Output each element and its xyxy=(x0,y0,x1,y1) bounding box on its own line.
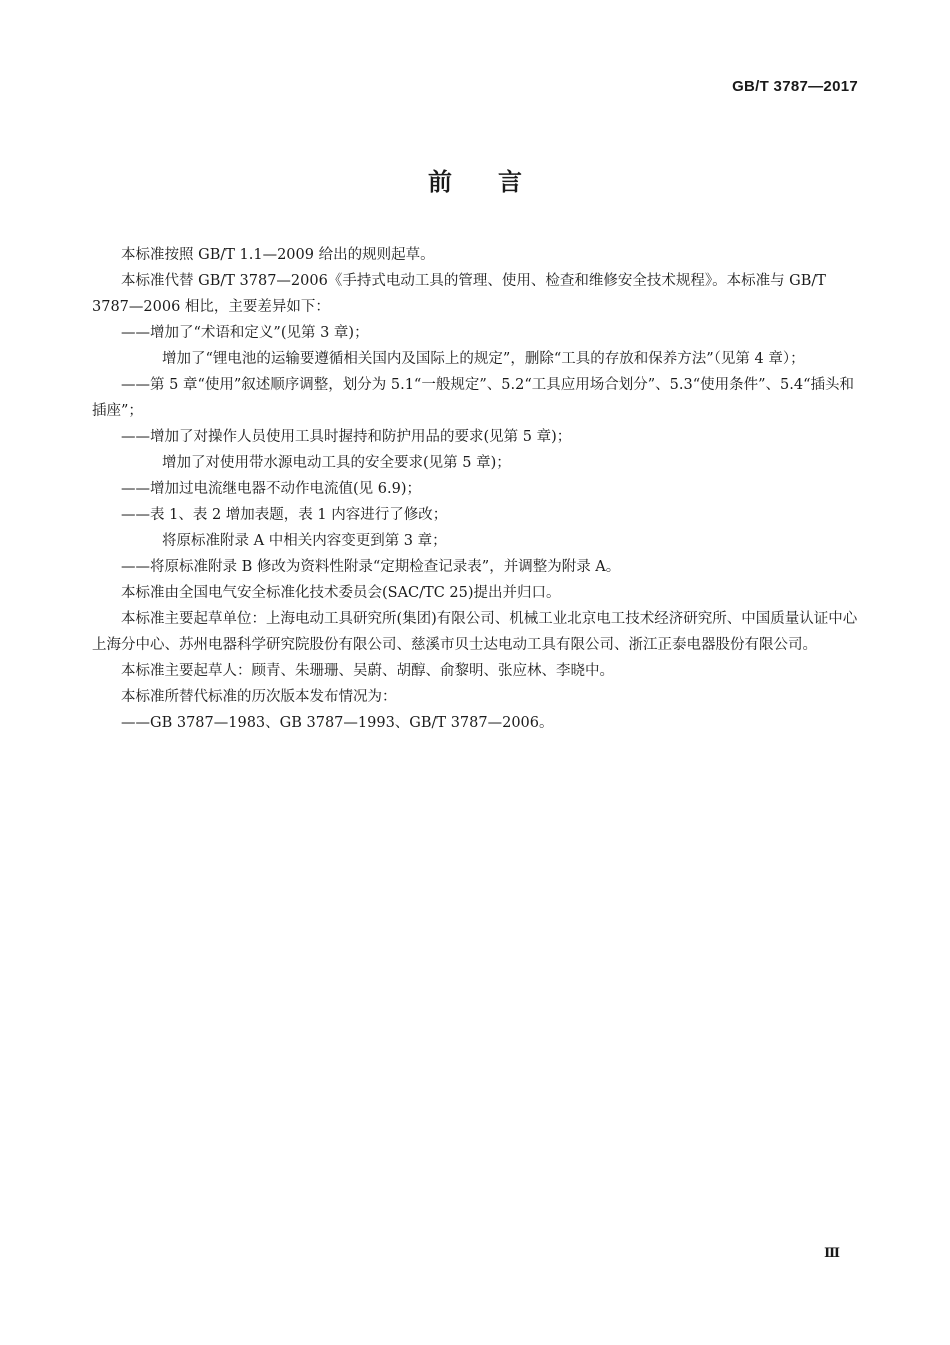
list-item-change: ——增加了对操作人员使用工具时握持和防护用品的要求(见第 5 章)； xyxy=(121,429,572,445)
standard-code: GB/T 3787—2017 xyxy=(732,78,858,95)
paragraph-history: 本标准所替代标准的历次版本发布情况为： xyxy=(121,689,397,705)
list-item-change: ——增加了“术语和定义”(见第 3 章)； xyxy=(121,325,369,341)
list-item-change: 增加了“锂电池的运输要遵循相关国内及国际上的规定”，删除“工具的存放和保养方法”（见第 4 章）； xyxy=(162,351,805,367)
list-item-change: ——增加过电流继电器不动作电流值(见 6.9)； xyxy=(121,481,421,497)
list-item-change: ——第 5 章“使用”叙述顺序调整，划分为 5.1“一般规定”、5.2“工具应用场合划分”、5.3“使用条件”、5.4“插头和插座”； xyxy=(92,377,855,419)
paragraph-proposed-by: 本标准由全国电气安全标准化技术委员会(SAC/TC 25)提出并归口。 xyxy=(121,585,561,601)
paragraph-drafters: 本标准主要起草人：顾青、朱珊珊、吴蔚、胡醇、俞黎明、张应林、李晓中。 xyxy=(121,663,614,679)
document-body xyxy=(92,242,860,736)
paragraph-drafting-units: 本标准主要起草单位：上海电动工具研究所(集团)有限公司、机械工业北京电工技术经济研究所、中国质量认证中心上海分中心、苏州电器科学研究院股份有限公司、慈溪市贝士达电动工具有限公司、浙江正泰电器股份有限公司。 xyxy=(92,611,858,653)
page-title: 前言 xyxy=(428,168,568,196)
list-item-change: 增加了对使用带水源电动工具的安全要求(见第 5 章)； xyxy=(162,455,511,471)
list-item-change: ——表 1、表 2 增加表题，表 1 内容进行了修改； xyxy=(121,507,448,523)
list-item-change: 将原标准附录 A 中相关内容变更到第 3 章； xyxy=(162,533,447,549)
paragraph-drafting-rules: 本标准按照 GB/T 1.1—2009 给出的规则起草。 xyxy=(121,247,435,263)
list-item-history: ——GB 3787—1983、GB 3787—1993、GB/T 3787—2006。 xyxy=(121,715,554,731)
page-number: Ⅲ xyxy=(824,1246,840,1261)
list-item-change: ——将原标准附录 B 修改为资料性附录“定期检查记录表”，并调整为附录 A。 xyxy=(121,559,621,575)
paragraph-replaces: 本标准代替 GB/T 3787—2006《手持式电动工具的管理、使用、检查和维修安全技术规程》。本标准与 GB/T 3787—2006 相比，主要差异如下： xyxy=(92,273,826,315)
